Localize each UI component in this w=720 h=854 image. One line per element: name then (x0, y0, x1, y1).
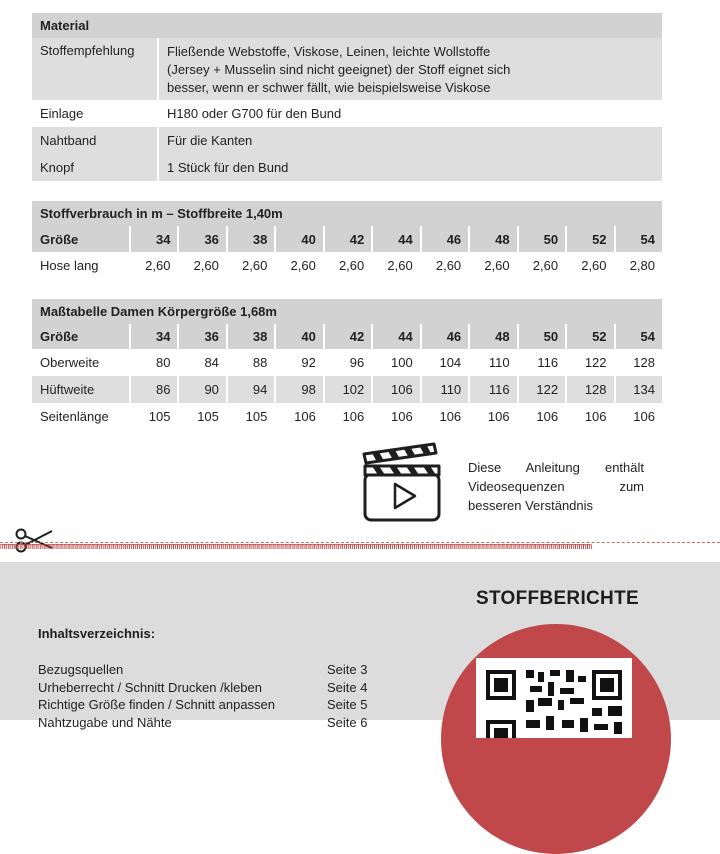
material-title: Material (32, 13, 662, 38)
size-cell: 52 (567, 324, 613, 349)
value-cell: 134 (616, 376, 662, 403)
table-row (32, 127, 662, 154)
value-cell: 2,60 (276, 252, 322, 279)
value-cell: 2,60 (567, 252, 613, 279)
material-table (30, 13, 664, 181)
size-cell: 44 (373, 324, 419, 349)
toc-label: Richtige Größe finden / Schnitt anpassen (38, 697, 276, 712)
value-cell: 106 (519, 403, 565, 430)
size-header-row (32, 226, 662, 252)
size-label: Größe (32, 324, 129, 349)
value-cell: 122 (519, 376, 565, 403)
value-cell: 106 (616, 403, 662, 430)
row-value: 1 Stück für den Bund (159, 154, 662, 181)
size-cell: 48 (470, 324, 516, 349)
toc-title: Inhaltsverzeichnis: (38, 626, 156, 641)
cut-line (0, 542, 720, 552)
value-cell: 106 (567, 403, 613, 430)
footer-panel (0, 562, 720, 730)
value-cell: 88 (228, 349, 274, 376)
size-cell: 42 (325, 324, 371, 349)
value-cell: 128 (567, 376, 613, 403)
row-value (159, 38, 662, 100)
value-cell: 102 (325, 376, 371, 403)
measurement-title: Maßtabelle Damen Körpergröße 1,68m (32, 299, 662, 324)
fabric-usage-title: Stoffverbrauch in m – Stoffbreite 1,40m (32, 201, 662, 226)
size-label: Größe (32, 226, 129, 252)
table-row (32, 154, 662, 181)
value-cell: 96 (325, 349, 371, 376)
size-cell: 54 (616, 226, 662, 252)
size-cell: 54 (616, 324, 662, 349)
value-cell: 106 (422, 403, 468, 430)
value-cell: 90 (179, 376, 225, 403)
size-cell: 38 (228, 324, 274, 349)
fabric-usage-table (30, 201, 664, 279)
toc-page: Seite 4 (327, 679, 368, 695)
size-cell: 52 (567, 226, 613, 252)
toc-page: Seite 6 (327, 714, 368, 730)
size-cell: 40 (276, 324, 322, 349)
size-cell: 36 (179, 324, 225, 349)
toc-page: Seite 3 (327, 662, 368, 677)
toc-label: Bezugsquellen (38, 662, 124, 677)
value-cell: 105 (131, 403, 177, 430)
size-cell: 40 (276, 226, 322, 252)
row-label: Seitenlänge (32, 403, 129, 430)
stoffberichte-title: STOFFBERICHTE (476, 588, 639, 609)
value-cell: 106 (373, 376, 419, 403)
cut-line-pattern: mmmmmmmmmmmmmmmmmmmmmmmmmmmmmmmmmmmmmmmmmmmmmmmmmmmmmmmmmmmmmmmmmmmmmmmmmmmmmmmmmmmmmmmmmmmmmmmmmmmmmmmmmmmmmmmmmmmmmmmmmmmmmmmmmmmmmmmmmmmmmmmmmmm (0, 542, 591, 552)
table-row (32, 403, 662, 430)
measurement-table (30, 299, 664, 430)
row-label: Oberweite (32, 349, 129, 376)
value-cell: 2,60 (470, 252, 516, 279)
value-cell: 98 (276, 376, 322, 403)
row-label: Einlage (32, 100, 157, 127)
toc-item[interactable] (38, 679, 378, 697)
row-value: Für die Kanten (159, 127, 662, 154)
value-cell: 2,60 (131, 252, 177, 279)
value-cell: 122 (567, 349, 613, 376)
value-cell: 2,80 (616, 252, 662, 279)
toc-label: Nahtzugabe und Nähte (38, 714, 172, 730)
size-cell: 50 (519, 226, 565, 252)
value-cell: 2,60 (325, 252, 371, 279)
value-cell: 116 (470, 376, 516, 403)
table-of-contents (38, 661, 378, 731)
row-label: Hose lang (32, 252, 129, 279)
value-cell: 106 (276, 403, 322, 430)
value-cell: 105 (179, 403, 225, 430)
value-cell: 92 (276, 349, 322, 376)
size-cell: 42 (325, 226, 371, 252)
row-label: Nahtband (32, 127, 157, 154)
value-cell: 86 (131, 376, 177, 403)
size-cell: 50 (519, 324, 565, 349)
toc-label: Urheberrecht / Schnitt Drucken /kleben (38, 679, 262, 695)
qr-code-icon[interactable] (476, 658, 632, 738)
value-cell: 105 (228, 403, 274, 430)
size-cell: 48 (470, 226, 516, 252)
text-line: besser, wenn er schwer fällt, wie beispielsweise Viskose (167, 80, 491, 95)
size-cell: 38 (228, 226, 274, 252)
value-cell: 2,60 (228, 252, 274, 279)
text-line: (Jersey + Musselin sind nicht geeignet) der Stoff eignet sich (167, 62, 511, 77)
toc-item[interactable] (38, 696, 378, 714)
text-line: Fließende Webstoffe, Viskose, Leinen, leichte Wollstoffe (167, 44, 491, 59)
value-cell: 110 (422, 376, 468, 403)
value-cell: 2,60 (179, 252, 225, 279)
value-cell: 106 (470, 403, 516, 430)
value-cell: 106 (373, 403, 419, 430)
size-cell: 44 (373, 226, 419, 252)
toc-page: Seite 5 (327, 697, 368, 712)
value-cell: 84 (179, 349, 225, 376)
clapperboard-play-icon (362, 442, 442, 522)
table-row (32, 38, 662, 100)
value-cell: 104 (422, 349, 468, 376)
value-cell: 106 (325, 403, 371, 430)
value-cell: 128 (616, 349, 662, 376)
value-cell: 116 (519, 349, 565, 376)
table-row (32, 252, 662, 279)
size-cell: 46 (422, 324, 468, 349)
value-cell: 2,60 (422, 252, 468, 279)
table-row (32, 376, 662, 403)
size-cell: 46 (422, 226, 468, 252)
size-cell: 34 (131, 324, 177, 349)
size-cell: 36 (179, 226, 225, 252)
row-label: Stoffempfehlung (32, 38, 157, 100)
value-cell: 2,60 (373, 252, 419, 279)
toc-item[interactable] (38, 661, 378, 679)
value-cell: 94 (228, 376, 274, 403)
row-label: Knopf (32, 154, 157, 181)
table-row (32, 349, 662, 376)
size-cell: 34 (131, 226, 177, 252)
toc-item[interactable] (38, 714, 378, 732)
table-row (32, 100, 662, 127)
value-cell: 110 (470, 349, 516, 376)
row-value: H180 oder G700 für den Bund (159, 100, 662, 127)
row-label: Hüftweite (32, 376, 129, 403)
video-note-text: Diese Anleitung enthält Videosequenzen zum besseren Verständnis (468, 460, 644, 513)
value-cell: 2,60 (519, 252, 565, 279)
value-cell: 80 (131, 349, 177, 376)
size-header-row (32, 324, 662, 349)
value-cell: 100 (373, 349, 419, 376)
